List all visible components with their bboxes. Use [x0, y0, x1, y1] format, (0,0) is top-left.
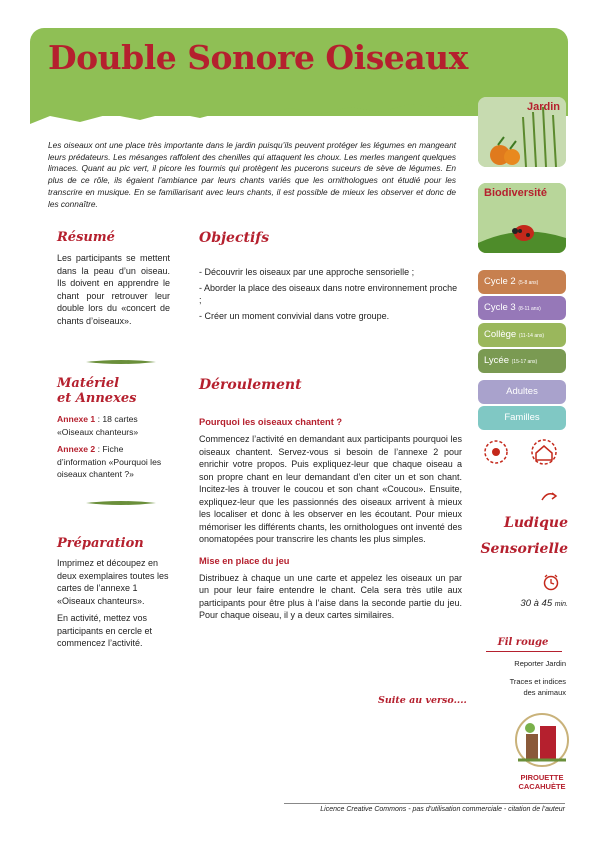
fil-rouge-heading: Fil rouge [497, 637, 549, 648]
resume-section [57, 230, 170, 327]
badge-lycee-label: Lycée [484, 355, 509, 366]
leaf-divider [86, 500, 156, 506]
annexe-1-text: : 18 cartes «Oiseaux chanteurs» [57, 414, 139, 437]
badge-lycee [478, 349, 566, 373]
annexe-2 [57, 443, 170, 481]
logo-text-line2: CACAHUÈTE [518, 782, 566, 791]
objectif-item: - Créer un moment convivial dans votre groupe. [199, 310, 390, 321]
badge-college-label: Collège [484, 329, 517, 340]
fil-rouge-reporter: Reporter Jardin [514, 659, 566, 668]
deroulement-text-2: Distribuez à chaque un une carte et appelez les oiseaux un par un pour leur faire entendre le chant. Cela sera très utile aux participants pour être plus à l’aise dans la seconde partie du jeu. Pour chaque oiseau, il y a deux cartes similaires. [199, 572, 462, 620]
resume-text: Les participants se mettent dans la peau d’un oiseau. Ils doivent en apprendre le chant pour retrouver leur double lors du «concert de chants d’oiseaux». [57, 253, 170, 326]
annexe-2-text: : Fiche d’information «Pourquoi les oiseaux chantent ?» [57, 444, 162, 479]
subheading-pourquoi: Pourquoi les oiseaux chantent ? [199, 417, 343, 427]
page-title: Double Sonore Oiseaux [48, 38, 468, 77]
tile-biodiversite-label: Biodiversité [484, 187, 547, 199]
house-icon [528, 438, 560, 466]
footer-rule [284, 803, 565, 804]
badge-college [478, 323, 566, 347]
sensory-icon [482, 438, 510, 466]
badge-adultes: Adultes [478, 380, 566, 404]
preparation-heading: Préparation [57, 536, 144, 551]
badge-lycee-age: (15-17 ans) [511, 359, 538, 365]
objectif-item: - Aborder la place des oiseaux dans notre environnement proche ; [199, 282, 458, 305]
deroulement-section [199, 377, 462, 622]
footer-license: Licence Creative Commons - pas d’utilisation commerciale - citation de l’auteur [320, 806, 565, 813]
activity-type [478, 510, 568, 562]
objectifs-list [199, 266, 462, 322]
badge-cycle-3 [478, 296, 566, 320]
badge-familles: Familles [478, 406, 566, 430]
badge-college-age: (11-14 ans) [518, 333, 545, 339]
duration-unit: min. [554, 601, 568, 608]
resume-heading: Résumé [57, 230, 115, 245]
materiel-section [57, 376, 170, 481]
logo-emblem [512, 712, 572, 768]
clock-icon [543, 573, 559, 591]
preparation-section [57, 536, 170, 650]
materiel-heading-line1: Matériel [57, 376, 120, 391]
subheading-mise-en-place: Mise en place du jeu [199, 555, 290, 566]
badge-cycle-3-label: Cycle 3 [484, 302, 516, 313]
logo-text [512, 773, 572, 791]
materiel-heading [57, 376, 170, 406]
deroulement-heading: Déroulement [199, 377, 302, 393]
leaf-divider [86, 359, 156, 365]
suite-au-verso-link[interactable]: Suite au verso.... [378, 695, 467, 706]
badge-cycle-3-age: (8-11 ans) [518, 306, 541, 312]
paper-tear-edge [30, 96, 470, 126]
objectif-item: - Découvrir les oiseaux par une approche sensorielle ; [199, 267, 415, 277]
preparation-text-2: En activité, mettez vos participants en cercle et commencez l’activité. [57, 613, 153, 648]
materiel-heading-line2: et Annexes [57, 391, 137, 406]
type-sensorielle: Sensorielle [480, 541, 568, 557]
arrow-icon [540, 490, 558, 504]
tile-jardin-label: Jardin [526, 101, 560, 113]
tile-jardin [478, 97, 566, 167]
objectifs-section [199, 230, 462, 322]
fil-rouge-traces: Traces et indices des animaux [509, 677, 566, 697]
tile-biodiversite [478, 183, 566, 253]
badge-cycle-2 [478, 270, 566, 294]
preparation-text-1: Imprimez et découpez en deux exemplaires toutes les cartes de l’annexe 1 «Oiseaux chanteurs». [57, 558, 169, 606]
fil-rouge-rule [486, 651, 562, 652]
badge-cycle-2-age: (5-8 ans) [518, 280, 539, 286]
annexe-2-label: Annexe 2 [57, 444, 96, 454]
deroulement-text-1: Commencez l’activité en demandant aux participants pourquoi les oiseaux chantent. Servez-vous si besoin de l’annexe 2 pour enrichir votre propos. Puis expliquez-leur que chaque oiseau a son propre chant en leur demandant d’en citer un et son chant. Incitez-les à trouver le coucou et son chant «Coucou». Ensuite, expliquez-leur que les passionnés des oiseaux arrivent à mieux les localiser et donc à les observer en les écoutant. Pour mieux mémoriser les différents chants, les ornithologues ont inventé des onomatopées pour transcrire les chants les plus simples. [199, 434, 462, 544]
intro-paragraph: Les oiseaux ont une place très importante dans le jardin puisqu’ils peuvent protéger les légumes en mangeant leurs prédateurs. Les mésanges raffolent des chenilles qui attaquent les choux. Les merles mangent quelques limaces. Quant au pic vert, il picore les fourmis qui protègent les pucerons suceurs de sève de légumes. En plus de ce rôle, ils égaient l’ambiance par leurs chants variés que les ornithologues ont étudié pour les transcrire en musique. En se familiarisant avec leurs chants, il est possible de mieux les observer et donc de les connaître. [48, 140, 456, 209]
annexe-1 [57, 413, 170, 438]
logo-text-line1: PIROUETTE [520, 773, 564, 782]
annexe-1-label: Annexe 1 [57, 414, 96, 424]
badge-cycle-2-label: Cycle 2 [484, 276, 516, 287]
pirouette-cacahuete-logo [512, 712, 572, 791]
objectifs-heading: Objectifs [199, 230, 270, 246]
duration [478, 598, 568, 609]
duration-value: 30 à 45 [520, 598, 553, 609]
type-ludique: Ludique [503, 515, 568, 531]
